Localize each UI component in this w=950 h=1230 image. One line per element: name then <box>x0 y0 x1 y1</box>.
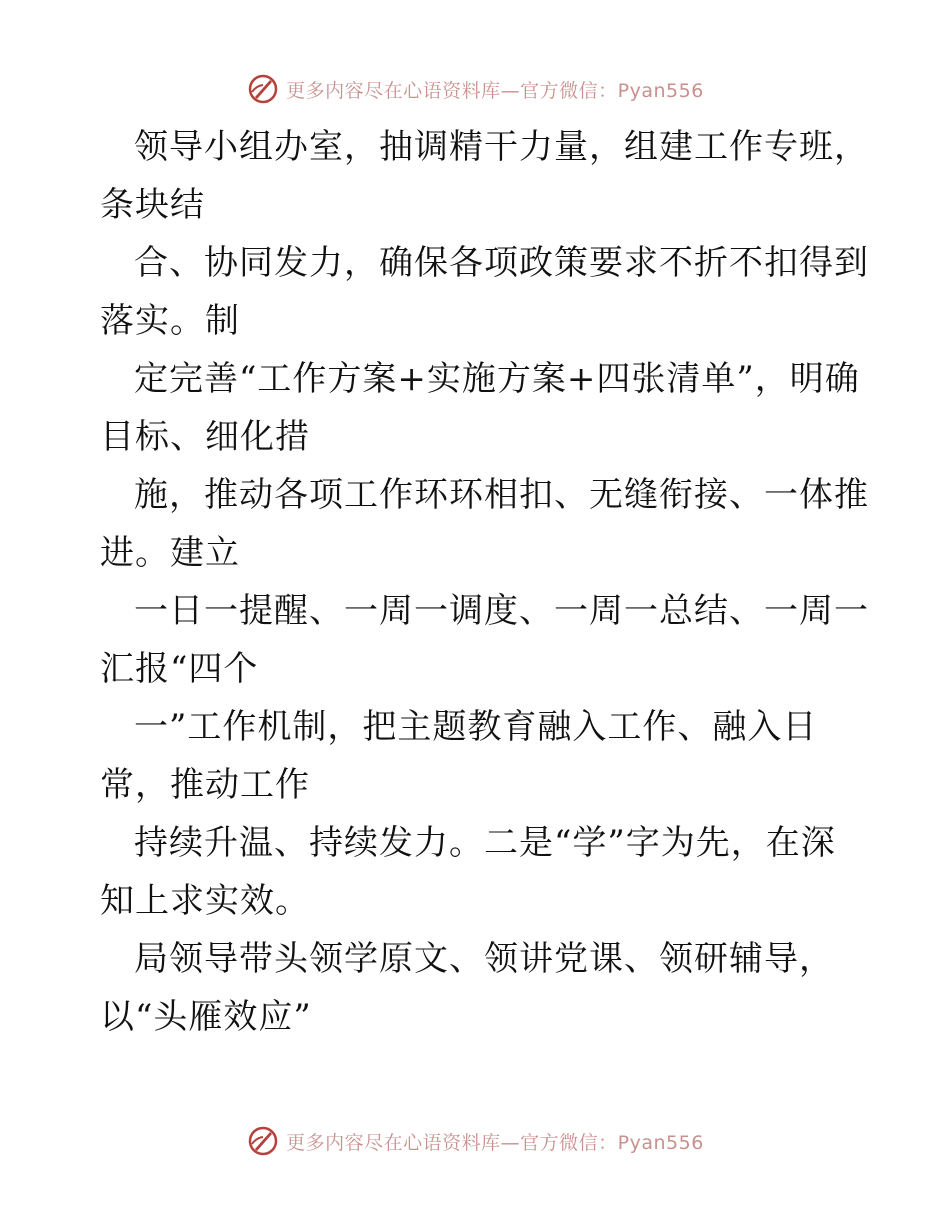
text-line: 合、协同发力，确保各项政策要求不折不扣得到 <box>134 243 869 283</box>
text-line: 定完善“工作方案+实施方案+四张清单”，明确 <box>134 359 860 399</box>
text-line: 汇报“四个 <box>100 649 259 689</box>
text-line: 领导小组办室，抽调精干力量，组建工作专班， <box>134 127 869 167</box>
quill-logo-icon <box>246 1124 280 1158</box>
text-line: 条块结 <box>100 185 205 225</box>
watermark-text: 更多内容尽在心语资料库—官方微信：Pyan556 <box>286 79 704 102</box>
text-line: 施，推动各项工作环环相扣、无缝衔接、一体推 <box>134 475 869 515</box>
text-line: 知上求实效。 <box>100 881 310 921</box>
header-watermark <box>0 72 950 106</box>
text-line: 进。建立 <box>100 533 240 573</box>
text-line: 持续升温、持续发力。二是“学”字为先，在深 <box>134 823 836 863</box>
text-line: 局领导带头领学原文、领讲党课、领研辅导， <box>134 939 834 979</box>
document-body <box>100 118 869 1046</box>
text-line: 落实。制 <box>100 301 240 341</box>
text-line: 一日一提醒、一周一调度、一周一总结、一周一 <box>134 591 869 631</box>
text-line: 目标、细化措 <box>100 417 310 457</box>
text-line: 以“头雁效应” <box>100 997 312 1037</box>
watermark-text: 更多内容尽在心语资料库—官方微信：Pyan556 <box>286 1131 704 1154</box>
text-line: 常，推动工作 <box>100 765 310 805</box>
footer-watermark <box>0 1124 950 1158</box>
text-line: 一”工作机制，把主题教育融入工作、融入日 <box>134 707 818 747</box>
quill-logo-icon <box>246 72 280 106</box>
